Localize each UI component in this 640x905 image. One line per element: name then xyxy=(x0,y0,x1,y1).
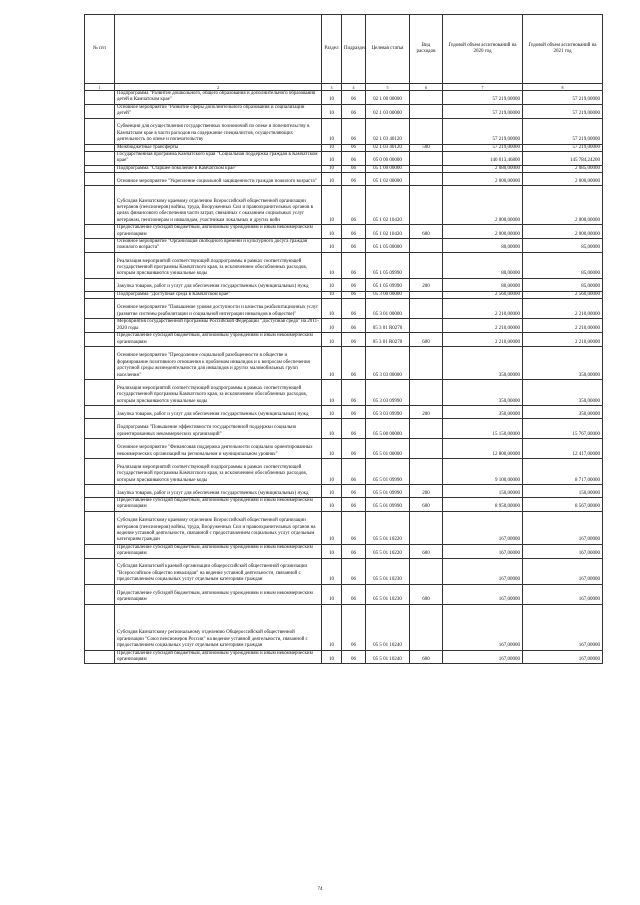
cell-podrazdel: 06 xyxy=(342,319,366,333)
table-row xyxy=(85,144,603,151)
col-number: 8 xyxy=(523,84,603,91)
cell-razdel: 10 xyxy=(322,91,342,105)
cell-2021: 2 000,00000 xyxy=(523,225,603,239)
col-header-expense-type: Вид расходов xyxy=(410,15,443,84)
table-row xyxy=(85,165,603,172)
table-row xyxy=(85,650,603,664)
cell-target: 05 1 02 10420 xyxy=(366,186,410,225)
cell-num xyxy=(85,278,115,291)
cell-num xyxy=(85,405,115,418)
cell-razdel: 10 xyxy=(322,418,342,438)
table-row xyxy=(85,511,603,544)
cell-name: Основное мероприятие "Укрепление социальной защищенности граждан пожилого возраста" xyxy=(115,173,322,186)
cell-2021: 2 000,00000 xyxy=(523,186,603,225)
cell-2020: 2 560,00000 xyxy=(443,291,523,298)
cell-razdel: 10 xyxy=(322,650,342,664)
table-body xyxy=(85,91,603,664)
cell-num xyxy=(85,333,115,347)
cell-target: 05 5 01 10220 xyxy=(366,511,410,544)
cell-2020: 167,00000 xyxy=(443,511,523,544)
cell-2020: 167,00000 xyxy=(443,584,523,604)
cell-razdel: 10 xyxy=(322,239,342,253)
cell-name: Закупка товаров, работ и услуг для обеспечения государственных (муниципальных) нужд xyxy=(115,484,322,497)
table-row xyxy=(85,484,603,497)
cell-2021: 8 567,00000 xyxy=(523,497,603,511)
cell-name: Предоставление субсидий бюджетным, автономным учреждениям и иным некоммерческим организациям xyxy=(115,497,322,511)
cell-name: Основное мероприятие "Повышение уровня доступности и качества реабилитационных услуг (развитие системы реабилитации и социальной интеграции инвалидов в обществе)" xyxy=(115,299,322,319)
cell-2020: 2 210,00000 xyxy=(443,333,523,347)
cell-name: Субсидия Камчатскому краевому отделению Всероссийской общественной организации ветеранов (пенсионеров) войны, труда, Вооруженных Сил и правоохранительных органов на ведение уставной деятельности, связанной с предоставлением социальных услуг отдельным категориям граждан xyxy=(115,511,322,544)
col-header-num: № п/п xyxy=(85,15,115,84)
cell-podrazdel: 06 xyxy=(342,484,366,497)
cell-razdel: 10 xyxy=(322,319,342,333)
cell-name: Предоставление субсидий бюджетным, автономным учреждениям и иным некоммерческим организациям xyxy=(115,333,322,347)
table-row xyxy=(85,118,603,144)
cell-2020: 12 800,00000 xyxy=(443,438,523,458)
cell-name: Субсидия Камчатскому региональному отделению Общероссийской общественной организации "Союз пенсионеров России" на ведение уставной деятельности, связанной с предоставлением социальных услуг отдельным категориям граждан xyxy=(115,604,322,650)
cell-2021: 57 219,00000 xyxy=(523,104,603,118)
cell-name: Предоставление субсидий бюджетным, автономным учреждениям и иным некоммерческим организациям xyxy=(115,584,322,604)
cell-expense-type: 600 xyxy=(410,225,443,239)
cell-expense-type xyxy=(410,299,443,319)
col-number: 6 xyxy=(410,84,443,91)
cell-target: 05 3 01 R0270 xyxy=(366,333,410,347)
cell-2021: 2 085,00000 xyxy=(523,165,603,172)
cell-num xyxy=(85,225,115,239)
cell-2021: 2 560,00000 xyxy=(523,291,603,298)
cell-razdel: 10 xyxy=(322,458,342,484)
col-header-2021: Годовой объем ассигнований на 2021 год xyxy=(523,15,603,84)
cell-target: 05 3 01 R0270 xyxy=(366,319,410,333)
table-row xyxy=(85,405,603,418)
cell-2020: 146 013,46800 xyxy=(443,152,523,166)
cell-name: Субвенции для осуществления государственных полномочий по опеке и попечительству в Камчатском крае в части расходов на содержание специалистов, осуществляющих деятельность по опеке и попечительству xyxy=(115,118,322,144)
cell-razdel: 10 xyxy=(322,484,342,497)
cell-razdel: 10 xyxy=(322,346,342,379)
cell-target: 02 1 00 00000 xyxy=(366,91,410,105)
cell-name: Мероприятия государственной программы Российской Федерации "Доступная среда" на 2011-2020 годы xyxy=(115,319,322,333)
cell-name: Закупка товаров, работ и услуг для обеспечения государственных (муниципальных) нужд xyxy=(115,278,322,291)
cell-razdel: 10 xyxy=(322,544,342,558)
cell-razdel: 10 xyxy=(322,278,342,291)
cell-num xyxy=(85,104,115,118)
cell-razdel: 10 xyxy=(322,291,342,298)
cell-num xyxy=(85,650,115,664)
cell-razdel: 10 xyxy=(322,333,342,347)
cell-2020: 2 000,00000 xyxy=(443,186,523,225)
cell-expense-type: 500 xyxy=(410,144,443,151)
cell-name: Предоставление субсидий бюджетным, автономным учреждениям и иным некоммерческим организациям xyxy=(115,650,322,664)
cell-num xyxy=(85,544,115,558)
col-number: 2 xyxy=(115,84,322,91)
cell-target: 05 5 00 00000 xyxy=(366,418,410,438)
cell-2021: 2 210,00000 xyxy=(523,333,603,347)
cell-podrazdel: 06 xyxy=(342,584,366,604)
table-row xyxy=(85,291,603,298)
cell-podrazdel: 06 xyxy=(342,405,366,418)
cell-2020: 350,00000 xyxy=(443,346,523,379)
cell-target: 05 1 05 09990 xyxy=(366,252,410,278)
table-row xyxy=(85,186,603,225)
table-row xyxy=(85,152,603,166)
cell-razdel: 10 xyxy=(322,144,342,151)
cell-name: Подпрограмма "Доступная среда в Камчатском крае" xyxy=(115,291,322,298)
table-row xyxy=(85,104,603,118)
cell-target: 05 3 03 09990 xyxy=(366,405,410,418)
cell-2020: 167,00000 xyxy=(443,604,523,650)
cell-target: 05 1 00 00000 xyxy=(366,165,410,172)
page-number: 74 xyxy=(317,887,323,892)
cell-2020: 167,00000 xyxy=(443,650,523,664)
cell-2020: 57 219,00000 xyxy=(443,91,523,105)
cell-podrazdel: 06 xyxy=(342,144,366,151)
table-row xyxy=(85,252,603,278)
cell-razdel: 10 xyxy=(322,118,342,144)
cell-2020: 2 210,00000 xyxy=(443,299,523,319)
cell-2021: 85,00000 xyxy=(523,239,603,253)
cell-2020: 80,00000 xyxy=(443,252,523,278)
cell-expense-type xyxy=(410,239,443,253)
cell-name: Реализация мероприятий соответствующей подпрограммы в рамках соответствующей государственной программы Камчатского края, за исключением обособленных расходов, которым присваиваются уникальные коды xyxy=(115,252,322,278)
table-row xyxy=(85,173,603,186)
cell-2020: 2 000,00000 xyxy=(443,225,523,239)
cell-podrazdel: 06 xyxy=(342,239,366,253)
cell-target: 05 0 00 00000 xyxy=(366,152,410,166)
cell-podrazdel: 06 xyxy=(342,104,366,118)
table-row xyxy=(85,319,603,333)
table-row xyxy=(85,544,603,558)
cell-2021: 12 417,00000 xyxy=(523,438,603,458)
table-row xyxy=(85,278,603,291)
cell-num xyxy=(85,299,115,319)
cell-name: Основное мероприятие "Преодоление социальной разобщенности в обществе и формирование позитивного отношения к проблемам инвалидов и к вопросам обеспечения доступной среды жизнедеятельности для инвалидов и других маломобильных групп населения" xyxy=(115,346,322,379)
cell-num xyxy=(85,239,115,253)
cell-2021: 85,00000 xyxy=(523,252,603,278)
cell-num xyxy=(85,438,115,458)
cell-num xyxy=(85,558,115,584)
cell-expense-type: 600 xyxy=(410,333,443,347)
cell-num xyxy=(85,584,115,604)
budget-table xyxy=(84,14,603,664)
table-row xyxy=(85,584,603,604)
cell-expense-type xyxy=(410,104,443,118)
cell-expense-type: 200 xyxy=(410,484,443,497)
cell-name: Основное мероприятие "Организация свободного времени и культурного досуга граждан пожилого возраста" xyxy=(115,239,322,253)
table-row xyxy=(85,438,603,458)
cell-num xyxy=(85,91,115,105)
cell-target: 05 5 01 10220 xyxy=(366,544,410,558)
cell-name: Государственная программа Камчатского края "Социальная поддержка граждан в Камчатском крае" xyxy=(115,152,322,166)
col-number: 1 xyxy=(85,84,115,91)
cell-expense-type: 200 xyxy=(410,278,443,291)
col-number: 3 xyxy=(322,84,342,91)
cell-razdel: 10 xyxy=(322,511,342,544)
cell-target: 05 3 01 00000 xyxy=(366,299,410,319)
cell-target: 05 5 01 10240 xyxy=(366,650,410,664)
cell-target: 05 1 05 00000 xyxy=(366,239,410,253)
cell-podrazdel: 06 xyxy=(342,418,366,438)
cell-2021: 145 784,24200 xyxy=(523,152,603,166)
cell-target: 05 1 05 09990 xyxy=(366,278,410,291)
cell-expense-type xyxy=(410,346,443,379)
cell-podrazdel: 06 xyxy=(342,91,366,105)
cell-num xyxy=(85,418,115,438)
cell-expense-type xyxy=(410,418,443,438)
cell-expense-type xyxy=(410,186,443,225)
cell-2020: 80,00000 xyxy=(443,239,523,253)
cell-podrazdel: 06 xyxy=(342,650,366,664)
cell-2021: 57 219,00000 xyxy=(523,144,603,151)
cell-podrazdel: 06 xyxy=(342,252,366,278)
cell-name: Субсидия Камчатской краевой организации общероссийской общественной организации "Всероссийское общество инвалидов" на ведение уставной деятельности, связанной с предоставлением социальных услуг отдельным категориям граждан xyxy=(115,558,322,584)
cell-podrazdel: 06 xyxy=(342,544,366,558)
cell-num xyxy=(85,186,115,225)
cell-podrazdel: 06 xyxy=(342,186,366,225)
col-number: 5 xyxy=(366,84,410,91)
cell-2021: 167,00000 xyxy=(523,604,603,650)
cell-target: 05 3 00 00000 xyxy=(366,291,410,298)
cell-razdel: 10 xyxy=(322,225,342,239)
cell-2020: 150,00000 xyxy=(443,484,523,497)
cell-razdel: 10 xyxy=(322,438,342,458)
cell-razdel: 10 xyxy=(322,604,342,650)
cell-podrazdel: 06 xyxy=(342,558,366,584)
cell-num xyxy=(85,484,115,497)
cell-target: 05 5 01 09990 xyxy=(366,497,410,511)
cell-2020: 167,00000 xyxy=(443,558,523,584)
cell-expense-type xyxy=(410,165,443,172)
col-header-target: Целевая статья xyxy=(366,15,410,84)
table-row xyxy=(85,239,603,253)
cell-target: 02 1 03 40120 xyxy=(366,144,410,151)
cell-target: 05 5 01 00000 xyxy=(366,438,410,458)
cell-expense-type: 600 xyxy=(410,544,443,558)
cell-2021: 2 000,00000 xyxy=(523,173,603,186)
cell-expense-type xyxy=(410,319,443,333)
table-row xyxy=(85,299,603,319)
cell-num xyxy=(85,511,115,544)
cell-podrazdel: 06 xyxy=(342,299,366,319)
cell-2021: 167,00000 xyxy=(523,650,603,664)
table-row xyxy=(85,497,603,511)
cell-target: 05 3 03 00000 xyxy=(366,346,410,379)
cell-podrazdel: 06 xyxy=(342,604,366,650)
cell-num xyxy=(85,173,115,186)
cell-name: Реализация мероприятий соответствующей подпрограммы в рамках соответствующей государственной программы Камчатского края, за исключением обособленных расходов, которым присваиваются уникальные коды xyxy=(115,379,322,405)
cell-target: 05 3 03 09990 xyxy=(366,379,410,405)
cell-num xyxy=(85,291,115,298)
cell-2020: 167,00000 xyxy=(443,544,523,558)
cell-num xyxy=(85,319,115,333)
table-row xyxy=(85,558,603,584)
cell-target: 05 5 01 09990 xyxy=(366,484,410,497)
cell-2021: 350,00000 xyxy=(523,346,603,379)
cell-podrazdel: 06 xyxy=(342,458,366,484)
header-row xyxy=(85,15,603,84)
cell-target: 05 1 02 00000 xyxy=(366,173,410,186)
cell-name: Реализация мероприятий соответствующей подпрограммы в рамках соответствующей государственной программы Камчатского края, за исключением обособленных расходов, которым присваиваются уникальные коды xyxy=(115,458,322,484)
cell-2020: 57 219,00000 xyxy=(443,104,523,118)
cell-target: 05 5 01 10230 xyxy=(366,584,410,604)
table-row xyxy=(85,91,603,105)
cell-2021: 350,00000 xyxy=(523,379,603,405)
cell-expense-type xyxy=(410,558,443,584)
cell-razdel: 10 xyxy=(322,104,342,118)
cell-name: Основное мероприятие "Развитие сферы дополнительного образования и социализации детей" xyxy=(115,104,322,118)
cell-2020: 2 210,00000 xyxy=(443,319,523,333)
col-header-razdel: Раздел xyxy=(322,15,342,84)
cell-razdel: 10 xyxy=(322,152,342,166)
cell-name: Межбюджетные трансферты xyxy=(115,144,322,151)
cell-expense-type xyxy=(410,152,443,166)
cell-name: Подпрограмма "Повышение эффективности государственной поддержки социально ориентированных некоммерческих организаций" xyxy=(115,418,322,438)
cell-target: 05 5 01 09990 xyxy=(366,458,410,484)
cell-podrazdel: 06 xyxy=(342,118,366,144)
cell-num xyxy=(85,152,115,166)
cell-num xyxy=(85,165,115,172)
cell-2020: 350,00000 xyxy=(443,379,523,405)
cell-podrazdel: 06 xyxy=(342,173,366,186)
cell-name: Подпрограмма "Развитие дошкольного, общего образования и дополнительного образования детей в Камчатском крае" xyxy=(115,91,322,105)
cell-razdel: 10 xyxy=(322,252,342,278)
cell-2021: 57 219,00000 xyxy=(523,91,603,105)
cell-target: 05 1 02 10420 xyxy=(366,225,410,239)
cell-name: Субсидия Камчатскому краевому отделению Всероссийской общественной организации ветеранов (пенсионеров) войны, труда, Вооруженных Сил и правоохранительных органов в целях финансового обеспечения части затрат, связанных с оказанием социальных услуг ветеранам, пенсионерам и инвалидам, участникам локальных и других войн xyxy=(115,186,322,225)
cell-podrazdel: 06 xyxy=(342,379,366,405)
cell-name: Предоставление субсидий бюджетным, автономным учреждениям и иным некоммерческим организациям xyxy=(115,544,322,558)
cell-target: 05 5 01 10230 xyxy=(366,558,410,584)
cell-2021: 8 717,00000 xyxy=(523,458,603,484)
table-row xyxy=(85,225,603,239)
cell-razdel: 10 xyxy=(322,379,342,405)
col-number: 7 xyxy=(443,84,523,91)
cell-expense-type xyxy=(410,252,443,278)
cell-num xyxy=(85,379,115,405)
cell-num xyxy=(85,346,115,379)
cell-razdel: 10 xyxy=(322,497,342,511)
cell-target: 02 1 03 00000 xyxy=(366,104,410,118)
cell-2020: 8 950,00000 xyxy=(443,497,523,511)
cell-2020: 2 080,00000 xyxy=(443,165,523,172)
col-header-podrazdel: Подраздел xyxy=(342,15,366,84)
cell-podrazdel: 06 xyxy=(342,165,366,172)
cell-2021: 350,00000 xyxy=(523,405,603,418)
cell-podrazdel: 06 xyxy=(342,152,366,166)
cell-2020: 15 150,00000 xyxy=(443,418,523,438)
cell-num xyxy=(85,144,115,151)
cell-num xyxy=(85,118,115,144)
cell-target: 02 1 03 40120 xyxy=(366,118,410,144)
budget-table-page xyxy=(84,14,602,664)
cell-2021: 167,00000 xyxy=(523,558,603,584)
column-number-row xyxy=(85,84,603,91)
table-row xyxy=(85,379,603,405)
cell-2021: 167,00000 xyxy=(523,544,603,558)
cell-2021: 167,00000 xyxy=(523,584,603,604)
cell-2020: 9 100,00000 xyxy=(443,458,523,484)
cell-podrazdel: 06 xyxy=(342,346,366,379)
cell-2020: 2 000,00000 xyxy=(443,173,523,186)
cell-name: Закупка товаров, работ и услуг для обеспечения государственных (муниципальных) нужд xyxy=(115,405,322,418)
cell-2021: 167,00000 xyxy=(523,511,603,544)
table-row xyxy=(85,346,603,379)
cell-podrazdel: 06 xyxy=(342,511,366,544)
cell-razdel: 10 xyxy=(322,584,342,604)
cell-expense-type xyxy=(410,604,443,650)
cell-podrazdel: 06 xyxy=(342,278,366,291)
table-row xyxy=(85,604,603,650)
cell-2021: 2 210,00000 xyxy=(523,299,603,319)
cell-expense-type: 600 xyxy=(410,650,443,664)
cell-podrazdel: 06 xyxy=(342,225,366,239)
table-row xyxy=(85,418,603,438)
table-row xyxy=(85,333,603,347)
cell-2021: 2 210,00000 xyxy=(523,319,603,333)
cell-expense-type xyxy=(410,118,443,144)
cell-num xyxy=(85,252,115,278)
cell-2021: 85,00000 xyxy=(523,278,603,291)
cell-2020: 57 219,00000 xyxy=(443,118,523,144)
cell-name: Предоставление субсидий бюджетным, автономным учреждениям и иным некоммерческим организациям xyxy=(115,225,322,239)
cell-2020: 57 219,00000 xyxy=(443,144,523,151)
cell-2020: 80,00000 xyxy=(443,278,523,291)
cell-razdel: 10 xyxy=(322,558,342,584)
cell-expense-type xyxy=(410,438,443,458)
cell-num xyxy=(85,497,115,511)
cell-razdel: 10 xyxy=(322,165,342,172)
cell-podrazdel: 06 xyxy=(342,497,366,511)
col-header-2020: Годовой объем ассигнований на 2020 год xyxy=(443,15,523,84)
cell-num xyxy=(85,604,115,650)
cell-num xyxy=(85,458,115,484)
cell-expense-type: 600 xyxy=(410,497,443,511)
cell-2021: 57 219,00000 xyxy=(523,118,603,144)
col-header-name xyxy=(115,15,322,84)
cell-expense-type xyxy=(410,91,443,105)
cell-2021: 15 767,00000 xyxy=(523,418,603,438)
cell-2020: 350,00000 xyxy=(443,405,523,418)
cell-razdel: 10 xyxy=(322,186,342,225)
col-number: 4 xyxy=(342,84,366,91)
cell-name: Основное мероприятие "Финансовая поддержка деятельности социально ориентированных некоммерческих организаций на региональном и муниципальном уровнях" xyxy=(115,438,322,458)
cell-expense-type xyxy=(410,379,443,405)
cell-razdel: 10 xyxy=(322,405,342,418)
cell-expense-type xyxy=(410,458,443,484)
cell-podrazdel: 06 xyxy=(342,291,366,298)
cell-expense-type: 600 xyxy=(410,584,443,604)
table-row xyxy=(85,458,603,484)
cell-podrazdel: 06 xyxy=(342,333,366,347)
cell-expense-type xyxy=(410,511,443,544)
cell-name: Подпрограмма "Старшее поколение в Камчатском крае" xyxy=(115,165,322,172)
cell-target: 05 5 01 10240 xyxy=(366,604,410,650)
cell-expense-type: 200 xyxy=(410,405,443,418)
cell-podrazdel: 06 xyxy=(342,438,366,458)
cell-razdel: 10 xyxy=(322,173,342,186)
cell-razdel: 10 xyxy=(322,299,342,319)
cell-expense-type xyxy=(410,291,443,298)
cell-expense-type xyxy=(410,173,443,186)
cell-2021: 150,00000 xyxy=(523,484,603,497)
